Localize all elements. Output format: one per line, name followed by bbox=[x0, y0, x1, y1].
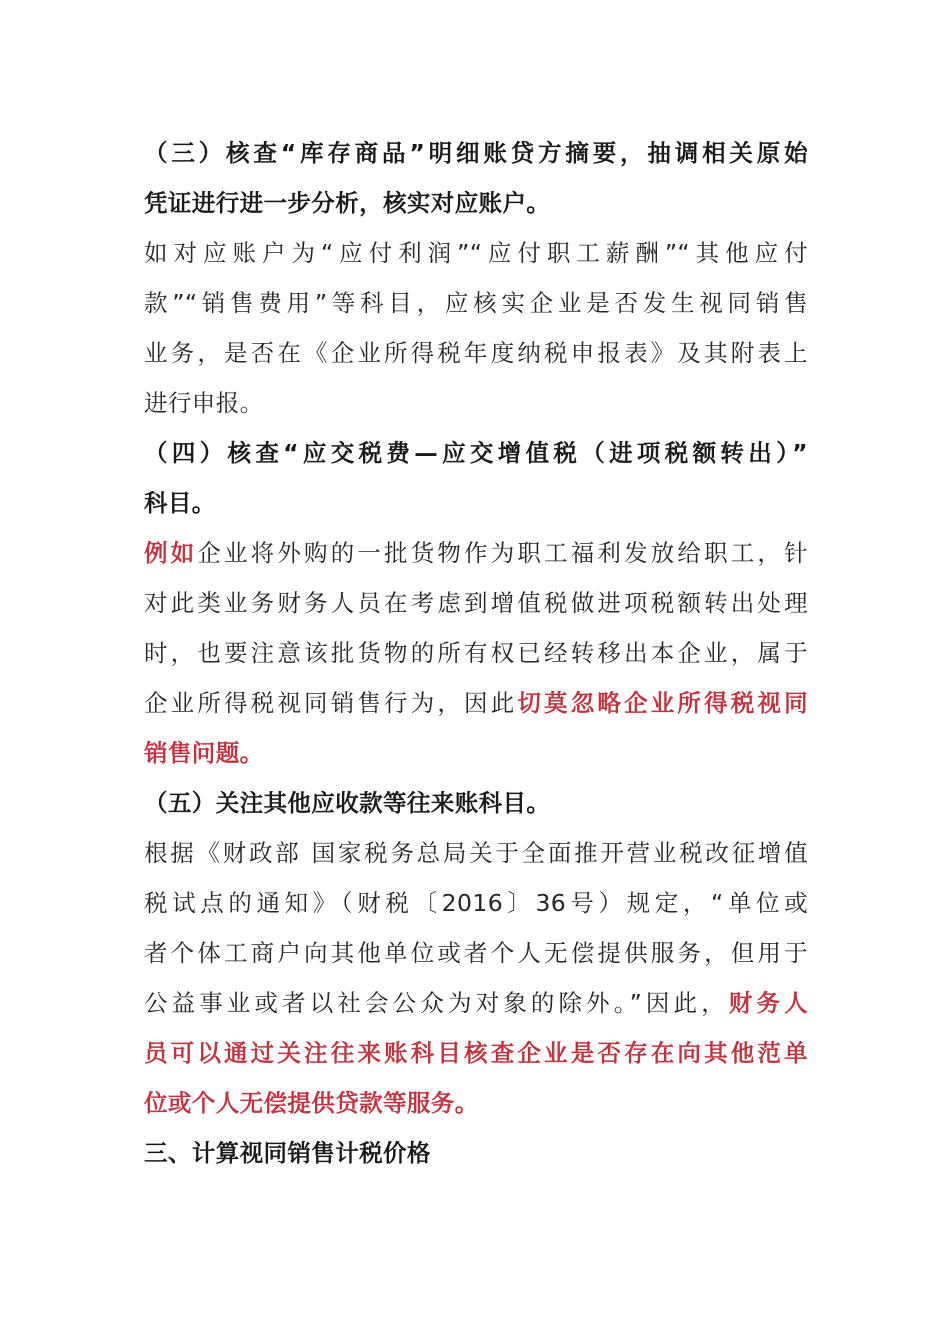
section3-body-line-1: 如对应账户为“应付利润”“应付职工薪酬”“其他应付 bbox=[144, 239, 808, 267]
section4-body-line-3: 时，也要注意该批货物的所有权已经转移出本企业，属于 bbox=[144, 639, 808, 667]
document-page bbox=[144, 128, 808, 1178]
section4-highlight-line: 销售问题。 bbox=[144, 739, 264, 767]
section5-highlight-line-1: 员可以通过关注往来账科目核查企业是否存在向其他范单 bbox=[144, 1039, 808, 1067]
section4-body-line-4 bbox=[144, 678, 808, 728]
part3-heading: 三、计算视同销售计税价格 bbox=[144, 1139, 431, 1167]
section5-body-line-2: 税试点的通知》（财税〔2016〕36号）规定，“单位或 bbox=[144, 889, 808, 917]
section4-highlight: 切莫忽略企业所得税视同 bbox=[517, 689, 808, 717]
section4-body-line-2: 对此类业务财务人员在考虑到增值税做进项税额转出处理 bbox=[144, 589, 808, 617]
section4-heading-line-2: 科目。 bbox=[144, 489, 216, 517]
section5-plain-text: 公益事业或者以社会公众为对象的除外。”因此， bbox=[144, 989, 729, 1017]
section5-body-line-3: 者个体工商户向其他单位或者个人无偿提供服务，但用于 bbox=[144, 939, 808, 967]
section4-heading-line-1: （四）核查“应交税费—应交增值税（进项税额转出）” bbox=[144, 439, 808, 467]
section5-highlight-line-2: 位或个人无偿提供贷款等服务。 bbox=[144, 1089, 479, 1117]
section5-body-line-1: 根据《财政部 国家税务总局关于全面推开营业税改征增值 bbox=[144, 839, 808, 867]
section4-body-text: 企业将外购的一批货物作为职工福利发放给职工，针 bbox=[197, 539, 808, 567]
section5-heading: （五）关注其他应收款等往来账科目。 bbox=[144, 789, 551, 817]
section3-body-line-4: 进行申报。 bbox=[144, 389, 264, 417]
section3-body-line-2: 款”“销售费用”等科目，应核实企业是否发生视同销售 bbox=[144, 289, 808, 317]
section3-body-line-3: 业务，是否在《企业所得税年度纳税申报表》及其附表上 bbox=[144, 339, 808, 367]
example-label: 例如 bbox=[144, 539, 198, 567]
section4-body-line-1 bbox=[144, 528, 808, 578]
section3-heading-line-1: （三）核查“库存商品”明细账贷方摘要，抽调相关原始 bbox=[144, 139, 808, 167]
section5-body-line-4 bbox=[144, 978, 808, 1028]
section5-highlight-start: 财务人 bbox=[728, 989, 808, 1017]
section3-heading-line-2: 凭证进行进一步分析，核实对应账户。 bbox=[144, 189, 551, 217]
section4-plain-text: 企业所得税视同销售行为，因此 bbox=[144, 689, 518, 717]
